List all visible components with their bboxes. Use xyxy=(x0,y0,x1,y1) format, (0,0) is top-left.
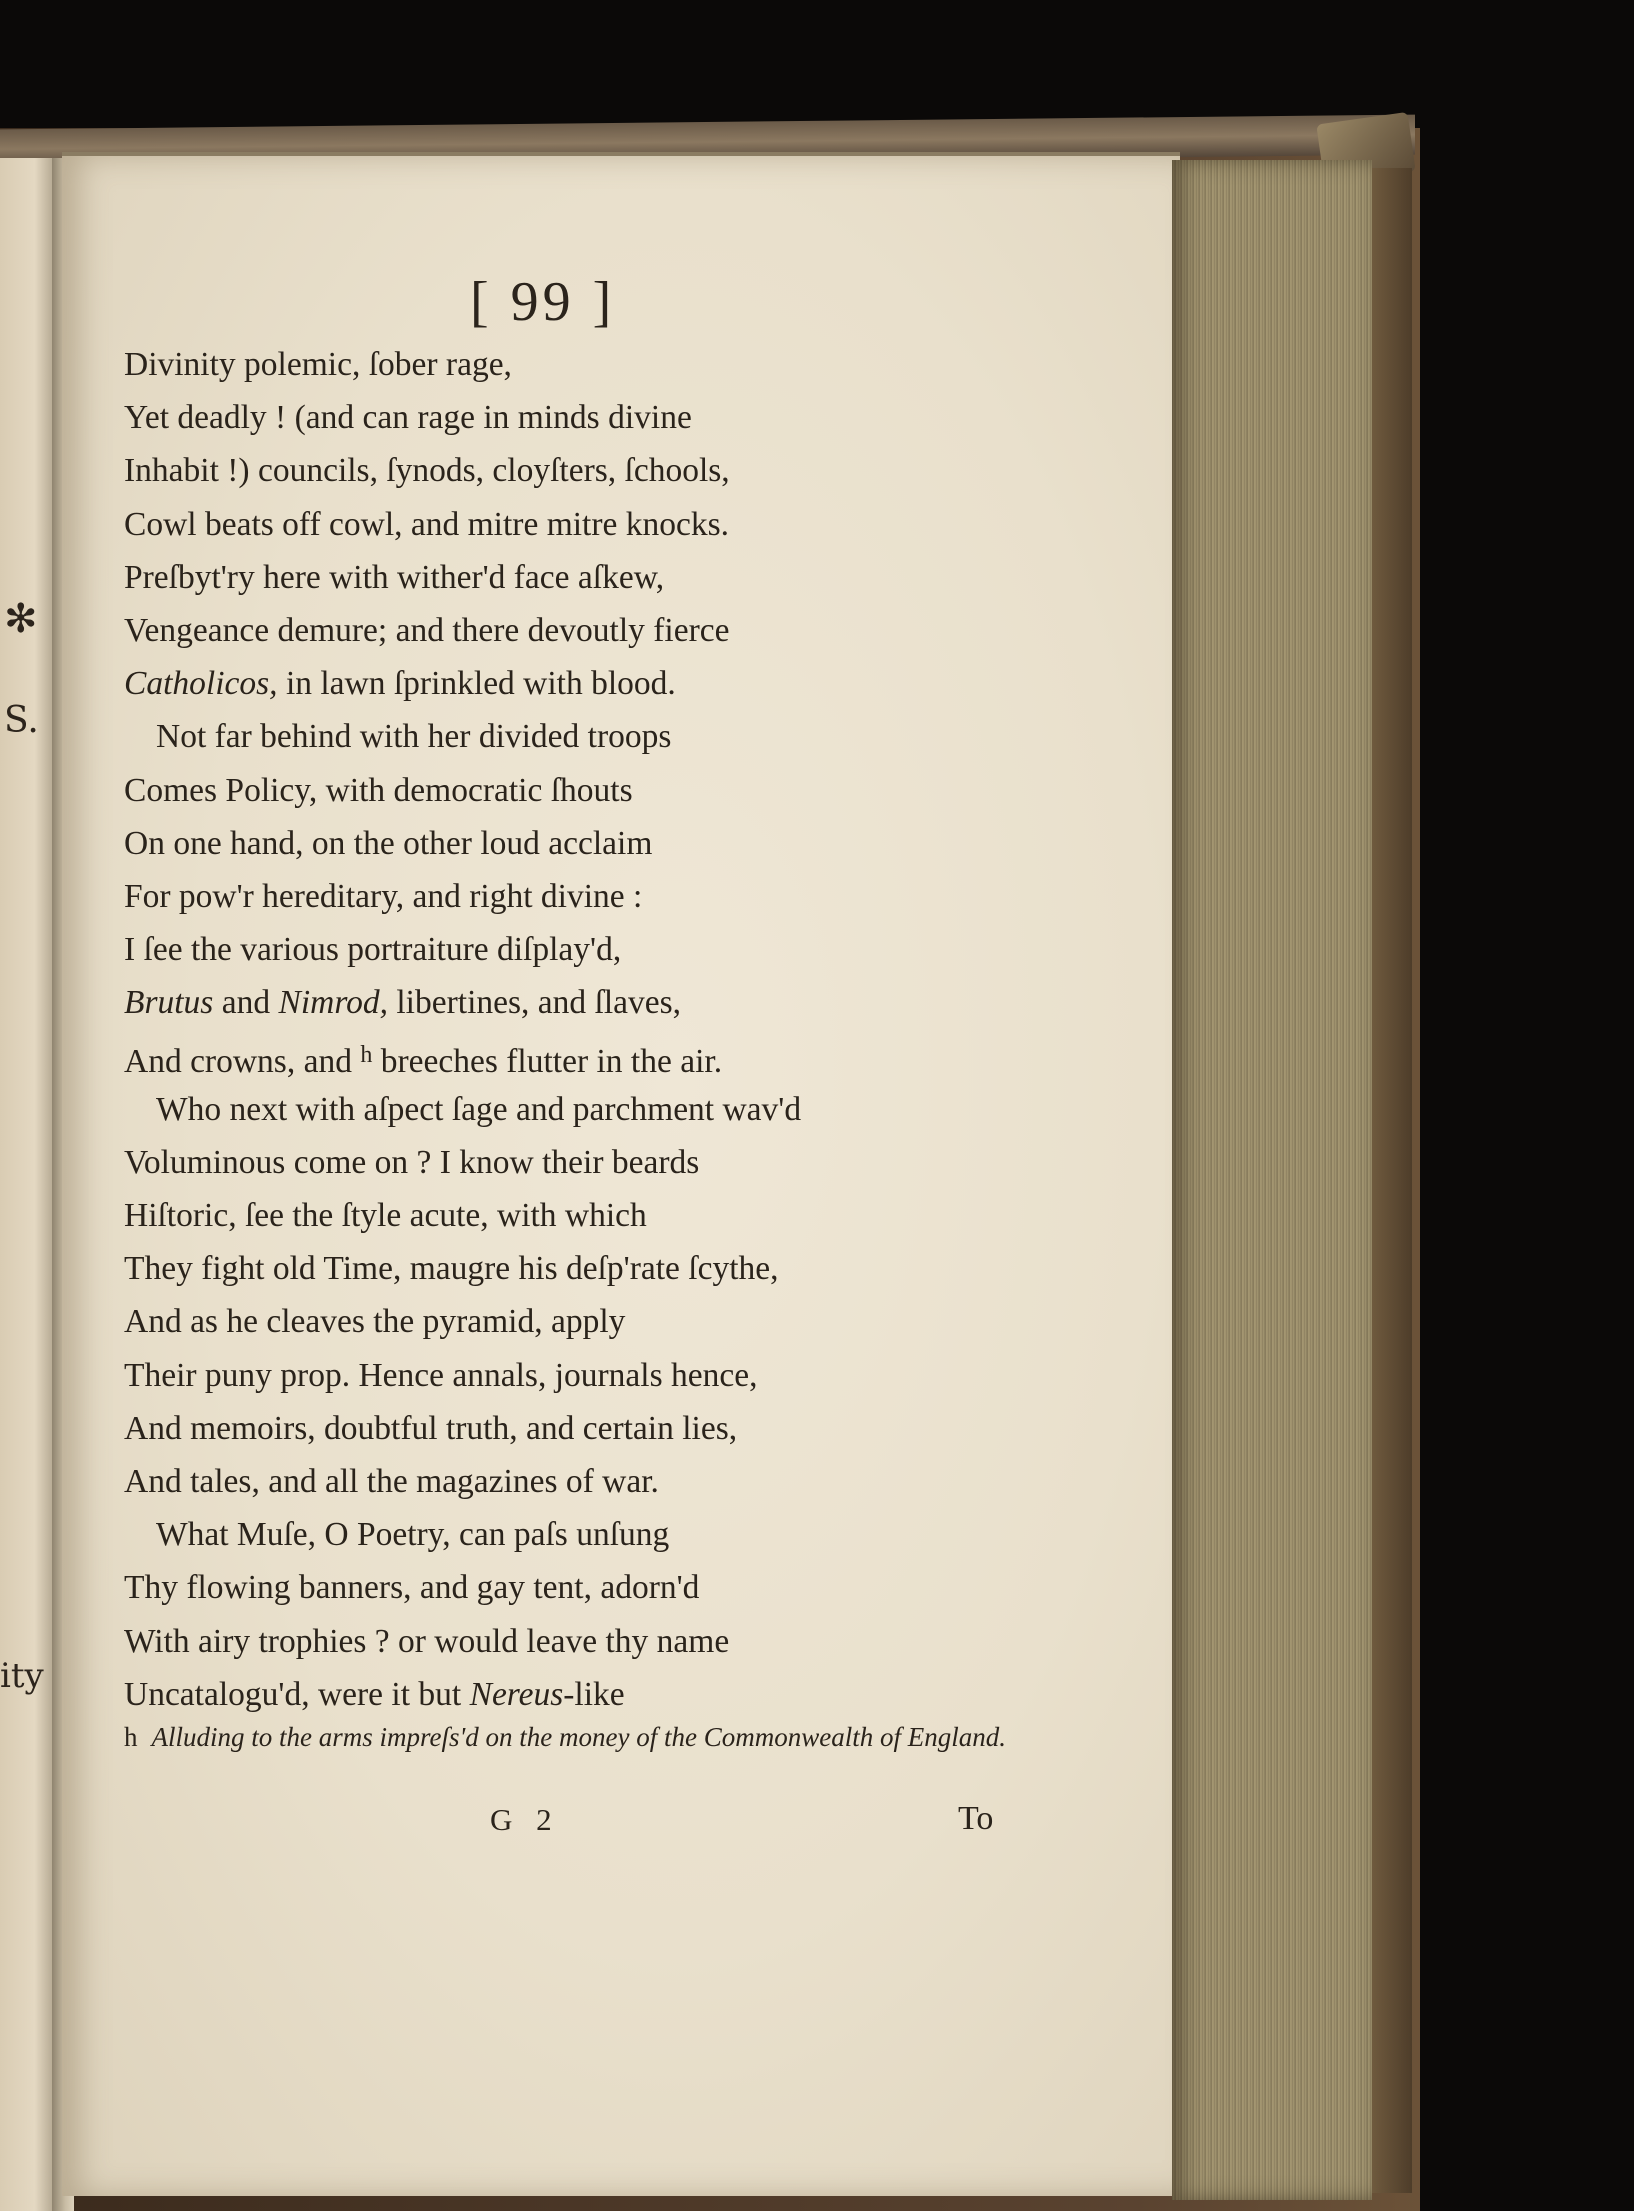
verse-line xyxy=(124,764,1044,817)
verse-line xyxy=(124,1189,1044,1242)
verse-text: Voluminous come on ? I know their beards xyxy=(124,1143,700,1181)
verse-line xyxy=(124,551,1044,604)
verse-text: Cowl beats off cowl, and mitre mitre knocks. xyxy=(124,505,730,543)
verse-text: Not far behind with her divided troops xyxy=(156,718,672,756)
verse-text: And tales, and all the magazines of war. xyxy=(124,1462,659,1500)
left-page-fragment: ity xyxy=(0,1656,44,1696)
verse-text: Uncatalogu'd, were it but xyxy=(124,1675,470,1713)
verse-text: -like xyxy=(563,1675,625,1713)
left-page-fragment: S. xyxy=(4,700,39,741)
verse-text: breeches flutter in the air. xyxy=(372,1043,723,1081)
verse-line xyxy=(124,1295,1044,1348)
footnote xyxy=(124,1720,1014,1754)
verse-italic-text: Brutus xyxy=(124,984,214,1022)
verse-line xyxy=(124,1349,1044,1402)
verse-line xyxy=(124,391,1044,444)
verse-line xyxy=(124,657,1044,710)
verse-text: And memoirs, doubtful truth, and certain lies, xyxy=(124,1409,738,1447)
cover-side xyxy=(1372,168,1412,2193)
verse-text: Comes Policy, with democratic ſhouts xyxy=(124,771,633,809)
verse-line xyxy=(124,1615,1044,1668)
verse-line xyxy=(124,817,1044,870)
page-fore-edge xyxy=(1172,160,1372,2200)
verse-line xyxy=(124,338,1044,391)
verse-block xyxy=(124,338,1044,1721)
footnote-reference: h xyxy=(360,1042,373,1069)
verse-text: Thy flowing banners, and gay tent, adorn'd xyxy=(124,1569,700,1607)
verse-line xyxy=(124,870,1044,923)
verse-text: Who next with aſpect ſage and parchment wav'd xyxy=(156,1090,802,1128)
verse-line xyxy=(124,604,1044,657)
verse-line xyxy=(124,1561,1044,1614)
verse-text: in lawn ſprinkled with blood. xyxy=(277,665,676,703)
verse-line xyxy=(124,976,1044,1029)
signature-mark: G 2 xyxy=(490,1802,560,1837)
verse-text: Yet deadly ! (and can rage in minds divine xyxy=(124,399,692,437)
verse-text: On one hand, on the other loud acclaim xyxy=(124,824,653,862)
verse-line xyxy=(124,1083,1044,1136)
verse-italic-text: Catholicos, xyxy=(124,665,278,703)
verse-line xyxy=(124,1029,1044,1082)
ornament-icon: ✻ xyxy=(4,596,38,642)
footnote-text: Alluding to the arms impreſs'd on the money of the Commonwealth of England. xyxy=(151,1722,1006,1752)
verse-text: and xyxy=(213,984,279,1022)
verse-italic-text: Nereus xyxy=(469,1675,564,1713)
verse-text: Divinity polemic, ſober rage, xyxy=(124,346,512,383)
verse-line xyxy=(124,1508,1044,1561)
footnote-marker: h xyxy=(124,1722,138,1752)
verse-text: For pow'r hereditary, and right divine : xyxy=(124,877,643,915)
verse-text: What Muſe, O Poetry, can paſs unſung xyxy=(156,1516,670,1554)
verse-text: Their puny prop. Hence annals, journals hence, xyxy=(124,1356,758,1394)
verse-text: Hiſtoric, ſee the ſtyle acute, with which xyxy=(124,1197,647,1234)
verse-text: And as he cleaves the pyramid, apply xyxy=(124,1303,626,1341)
verse-line xyxy=(124,444,1044,497)
verse-text: Preſbyt'ry here with wither'd face aſkew, xyxy=(124,558,665,596)
verse-text: Vengeance demure; and there devoutly fierce xyxy=(124,611,730,649)
verse-text: Inhabit !) councils, ſynods, cloyſters, ſchools, xyxy=(124,452,730,490)
verse-text: libertines, and ſlaves, xyxy=(388,984,682,1022)
verse-line xyxy=(124,1455,1044,1508)
catchword: To xyxy=(958,1800,994,1837)
verse-line xyxy=(124,1136,1044,1189)
verse-text: I ſee the various portraiture diſplay'd, xyxy=(124,931,622,969)
left-page xyxy=(0,158,58,2211)
verse-text: They fight old Time, maugre his deſp'rate ſcythe, xyxy=(124,1250,779,1288)
page-header: [ 99 ] xyxy=(470,271,616,333)
verse-line xyxy=(124,710,1044,763)
verse-italic-text: Nimrod, xyxy=(278,984,388,1022)
verse-line xyxy=(124,923,1044,976)
verse-text: And crowns, and xyxy=(124,1043,361,1081)
verse-line xyxy=(124,498,1044,551)
verse-text: With airy trophies ? or would leave thy name xyxy=(124,1622,730,1660)
verse-line xyxy=(124,1402,1044,1455)
verse-line xyxy=(124,1668,1044,1721)
verse-line xyxy=(124,1242,1044,1295)
